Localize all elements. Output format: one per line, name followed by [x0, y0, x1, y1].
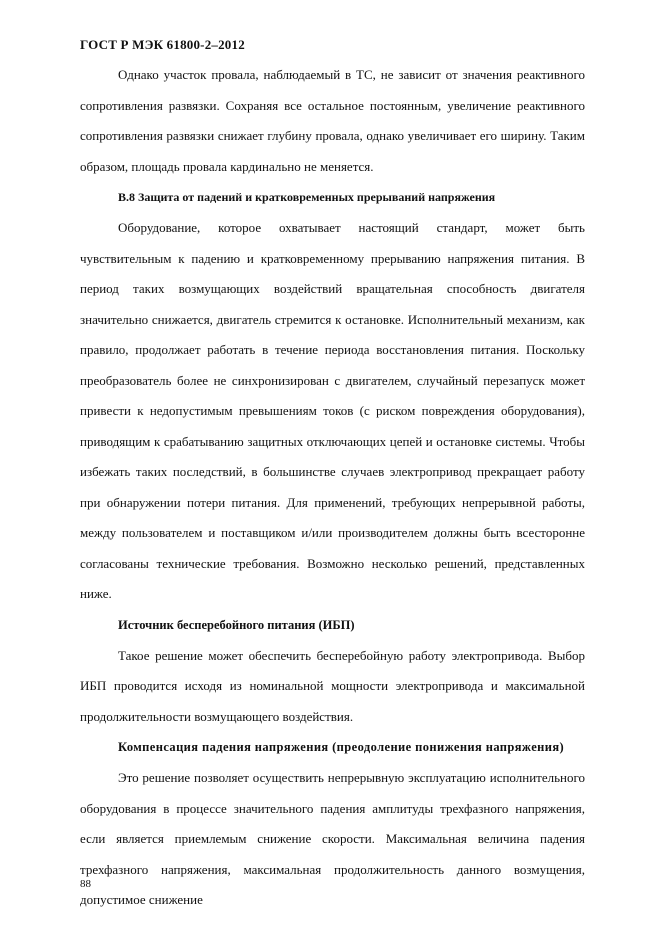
document-body: [80, 60, 585, 916]
paragraph-voltage-dips: Оборудование, которое охватывает настоящий стандарт, может быть чувствительным к падению и кратковременному прерыванию напряжения питания. В период таких возмущающих воздействий вращательная способность двигателя значительно снижается, двигатель стремится к остановке. Исполнительный механизм, как правило, продолжает работать в течение периода восстановления питания. Поскольку преобразователь более не синхронизирован с двигателем, случайный перезапуск может привести к недопустимым превышениям токов (с риском повреждения оборудования), приводящим к срабатыванию защитных отключающих цепей и остановке системы. Чтобы избежать таких последствий, в большинстве случаев электропривод прекращает работу при обнаружении потери питания. Для применений, требующих непрерывной работы, между пользователем и поставщиком и/или производителем должны быть всесторонне согласованы технические требования. Возможно несколько решений, представленных ниже.: [80, 220, 585, 601]
standard-header: ГОСТ Р МЭК 61800-2–2012: [80, 37, 245, 52]
subheading-ups: Источник бесперебойного питания (ИБП): [118, 617, 355, 632]
paragraph-decoupling-reactance: Однако участок провала, наблюдаемый в ТС, не зависит от значения реактивного сопротивления развязки. Сохраняя все остальное постоянным, увеличение реактивного сопротивления развязки снижает глубину провала, однако увеличивает его ширину. Таким образом, площадь провала кардинально не меняется.: [80, 67, 585, 174]
paragraph-voltage-compensation: Это решение позволяет осуществить непрерывную эксплуатацию исполнительного оборудования в процессе значительного падения амплитуды трехфазного напряжения, если является приемлемым снижение скорости. Максимальная величина падения трехфазного напряжения, максимальная продолжительность данного возмущения, допустимое снижение: [80, 770, 585, 907]
paragraph-ups: Такое решение может обеспечить бесперебойную работу электропривода. Выбор ИБП проводится исходя из номинальной мощности электропривода и максимальной продолжительности возмущающего воздействия.: [80, 647, 585, 724]
subheading-voltage-compensation: Компенсация падения напряжения (преодоление понижения напряжения): [118, 740, 565, 754]
page-number: 88: [80, 878, 91, 890]
section-heading-b8: В.8 Защита от падений и кратковременных прерываний напряжения: [118, 190, 496, 204]
